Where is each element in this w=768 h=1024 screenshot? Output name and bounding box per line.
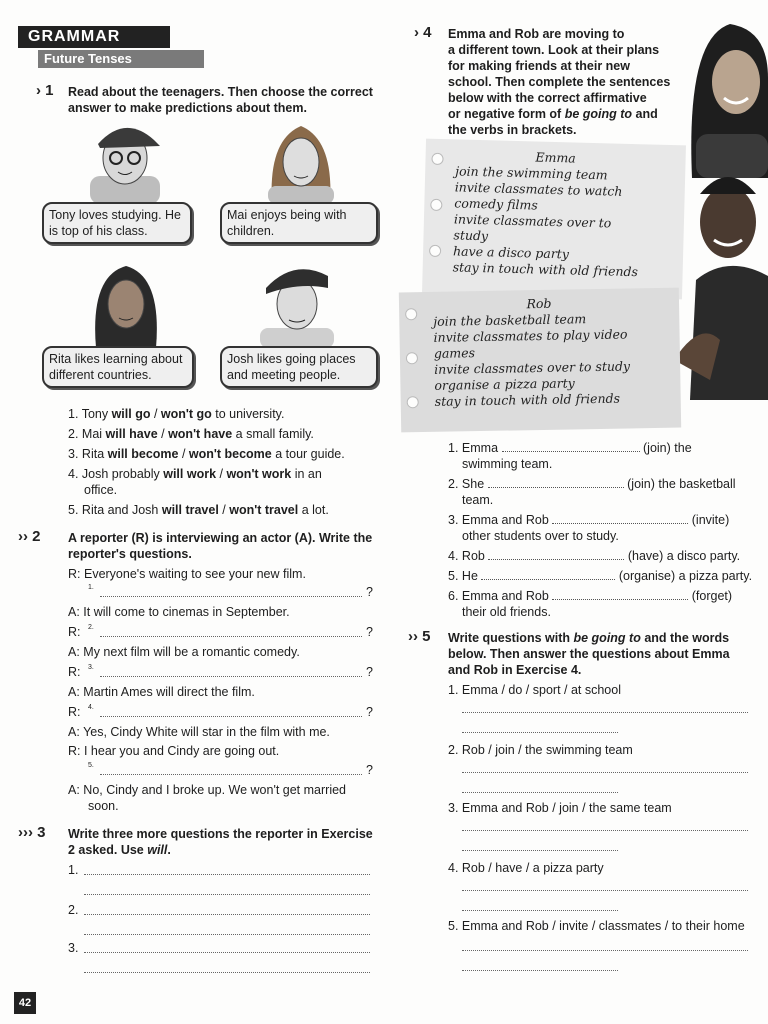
answer-line[interactable]: [100, 636, 362, 637]
ex4-item: 2. She (join) the basketball: [448, 477, 736, 491]
answer-blank[interactable]: [552, 513, 688, 524]
answer-blank[interactable]: [488, 549, 624, 560]
ex4-item-cont: swimming team.: [462, 457, 553, 471]
page-number: 42: [14, 992, 36, 1014]
answer-line[interactable]: [462, 910, 618, 911]
note-item: invite classmates to watch: [454, 179, 623, 199]
answer-line[interactable]: [462, 732, 618, 733]
question-mark: ?: [366, 665, 373, 679]
rob-note-title: Rob: [526, 295, 552, 312]
question-mark: ?: [366, 705, 373, 719]
ex3-num: 1.: [68, 863, 79, 877]
answer-blank[interactable]: [502, 441, 640, 452]
answer-line[interactable]: [462, 970, 618, 971]
note-item: have a disco party: [452, 243, 570, 262]
question-mark: ?: [366, 763, 373, 777]
section-banner: GRAMMAR: [18, 26, 170, 48]
ex3-instruction: Write three more questions the reporter in Exercise 2 asked. Use will.: [68, 827, 373, 857]
ex1-item: 4. Josh probably will work / won't work in an: [68, 467, 322, 481]
option-a[interactable]: will travel: [161, 503, 219, 517]
answer-line[interactable]: [462, 712, 748, 713]
note-item: invite classmates over to: [453, 211, 612, 231]
ex2-line: R: I hear you and Cindy are going out.: [68, 744, 280, 758]
ex2-line: A: It will come to cinemas in September.: [68, 605, 290, 619]
emma-note-title: Emma: [535, 149, 576, 166]
blank-number: 1.: [88, 584, 94, 591]
ex2-speaker: R:: [68, 665, 81, 679]
ex5-instruction: Write questions with be going to and the words below. Then answer the questions about Emma and Rob in Exercise 4.: [448, 631, 730, 677]
ex3-num: 2.: [68, 903, 79, 917]
option-a[interactable]: will become: [107, 447, 179, 461]
answer-line[interactable]: [84, 874, 370, 875]
ex4-item: 3. Emma and Rob (invite): [448, 513, 730, 527]
ex4-item-cont: other students over to study.: [462, 529, 619, 543]
option-b[interactable]: won't become: [188, 447, 272, 461]
ex4-instruction: Emma and Rob are moving to a different town. Look at their plans for making friends at their new school. Then complete the sentences below with the correct affirmative or negative form of be going to and the verbs in brackets.: [448, 27, 671, 137]
answer-line[interactable]: [462, 890, 748, 891]
answer-line[interactable]: [100, 774, 362, 775]
tony-illustration: [80, 114, 170, 204]
ex2-speaker: R:: [68, 705, 81, 719]
ex2-marker: ›› 2: [18, 528, 41, 545]
ex5-item: 4. Rob / have / a pizza party: [448, 861, 604, 875]
answer-line[interactable]: [462, 850, 618, 851]
option-a[interactable]: will work: [163, 467, 217, 481]
question-mark: ?: [366, 625, 373, 639]
answer-line[interactable]: [100, 716, 362, 717]
ex3-num: 3.: [68, 941, 79, 955]
ex1-items: [68, 406, 388, 518]
ex1-instruction: Read about the teenagers. Then choose the correct answer to make predictions about them.: [68, 85, 373, 115]
ex5-item: 5. Emma and Rob / invite / classmates / to their home: [448, 919, 745, 933]
note-item: study: [453, 227, 489, 244]
answer-line[interactable]: [84, 914, 370, 915]
ex1-item: 3. Rita will become / won't become a tour guide.: [68, 447, 345, 461]
option-b[interactable]: won't travel: [229, 503, 299, 517]
ex2-line: R: Everyone's waiting to see your new film.: [68, 567, 306, 581]
rob-note: [399, 288, 681, 433]
ex2-last-continuation: soon.: [88, 799, 119, 813]
answer-line[interactable]: [100, 596, 362, 597]
ex2-line: A: Martin Ames will direct the film.: [68, 685, 255, 699]
bubble-mai: Mai enjoys being with children.: [220, 202, 378, 244]
josh-illustration: [254, 258, 340, 348]
option-b[interactable]: won't work: [226, 467, 292, 481]
ex3-marker: ››› 3: [18, 824, 46, 841]
ex5-item: 2. Rob / join / the swimming team: [448, 743, 633, 757]
option-a[interactable]: will have: [105, 427, 158, 441]
blank-number: 4.: [88, 704, 94, 711]
ex1-marker: › 1: [36, 82, 54, 99]
answer-blank[interactable]: [481, 569, 615, 580]
ex2-line: A: My next film will be a romantic comedy.: [68, 645, 300, 659]
bubble-josh: Josh likes going places and meeting people.: [220, 346, 378, 388]
ex2-speaker: R:: [68, 625, 81, 639]
note-item: comedy films: [454, 195, 538, 213]
ex5-item: 3. Emma and Rob / join / the same team: [448, 801, 672, 815]
option-b[interactable]: won't have: [168, 427, 233, 441]
ex1-item: 5. Rita and Josh will travel / won't travel a lot.: [68, 503, 329, 517]
emma-note: [422, 139, 686, 300]
topic-banner: Future Tenses: [38, 50, 204, 68]
ex2-line: A: Yes, Cindy White will star in the film with me.: [68, 725, 330, 739]
ex5-item: 1. Emma / do / sport / at school: [448, 683, 621, 697]
note-item: invite classmates to play video: [433, 326, 628, 345]
ex2-line: A: No, Cindy and I broke up. We won't get married: [68, 783, 346, 797]
ex5-marker: ›› 5: [408, 628, 431, 645]
ex4-item: 6. Emma and Rob (forget): [448, 589, 733, 603]
bubble-rita: Rita likes learning about different countries.: [42, 346, 194, 388]
answer-line[interactable]: [84, 894, 370, 895]
option-a[interactable]: will go: [111, 407, 151, 421]
answer-line[interactable]: [84, 952, 370, 953]
question-mark: ?: [366, 585, 373, 599]
answer-line[interactable]: [84, 934, 370, 935]
bubble-tony: Tony loves studying. He is top of his class.: [42, 202, 192, 244]
ex4-item: 5. He (organise) a pizza party.: [448, 569, 753, 583]
note-item: join the swimming team: [455, 163, 608, 183]
ex4-marker: › 4: [414, 24, 432, 41]
note-item: join the basketball team: [433, 311, 587, 329]
ex4-item-cont: team.: [462, 493, 494, 507]
ex4-item: 4. Rob (have) a disco party.: [448, 549, 741, 563]
note-item: stay in touch with old friends: [434, 390, 621, 409]
blank-number: 5.: [88, 762, 94, 769]
ex4-item-cont: their old friends.: [462, 605, 551, 619]
ex1-item: 1. Tony will go / won't go to university.: [68, 407, 285, 421]
note-item: invite classmates over to study: [434, 358, 631, 377]
ex2-instruction: A reporter (R) is interviewing an actor (A). Write the reporter's questions.: [68, 531, 373, 561]
ex1-item: 2. Mai will have / won't have a small family.: [68, 427, 314, 441]
answer-line[interactable]: [462, 772, 748, 773]
answer-line[interactable]: [100, 676, 362, 677]
answer-line[interactable]: [462, 792, 618, 793]
answer-line[interactable]: [462, 950, 748, 951]
option-b[interactable]: won't go: [160, 407, 212, 421]
answer-blank[interactable]: [488, 477, 624, 488]
ex1-item4-continuation: office.: [84, 483, 118, 497]
rita-illustration: [86, 262, 166, 348]
note-item: organise a pizza party: [434, 375, 575, 393]
answer-line[interactable]: [84, 972, 370, 973]
blank-number: 2.: [88, 624, 94, 631]
answer-blank[interactable]: [552, 589, 688, 600]
note-item: stay in touch with old friends: [452, 259, 639, 280]
blank-number: 3.: [88, 664, 94, 671]
mai-illustration: [258, 120, 344, 204]
answer-line[interactable]: [462, 830, 748, 831]
note-item: games: [433, 345, 476, 361]
ex4-item: 1. Emma (join) the: [448, 441, 692, 455]
